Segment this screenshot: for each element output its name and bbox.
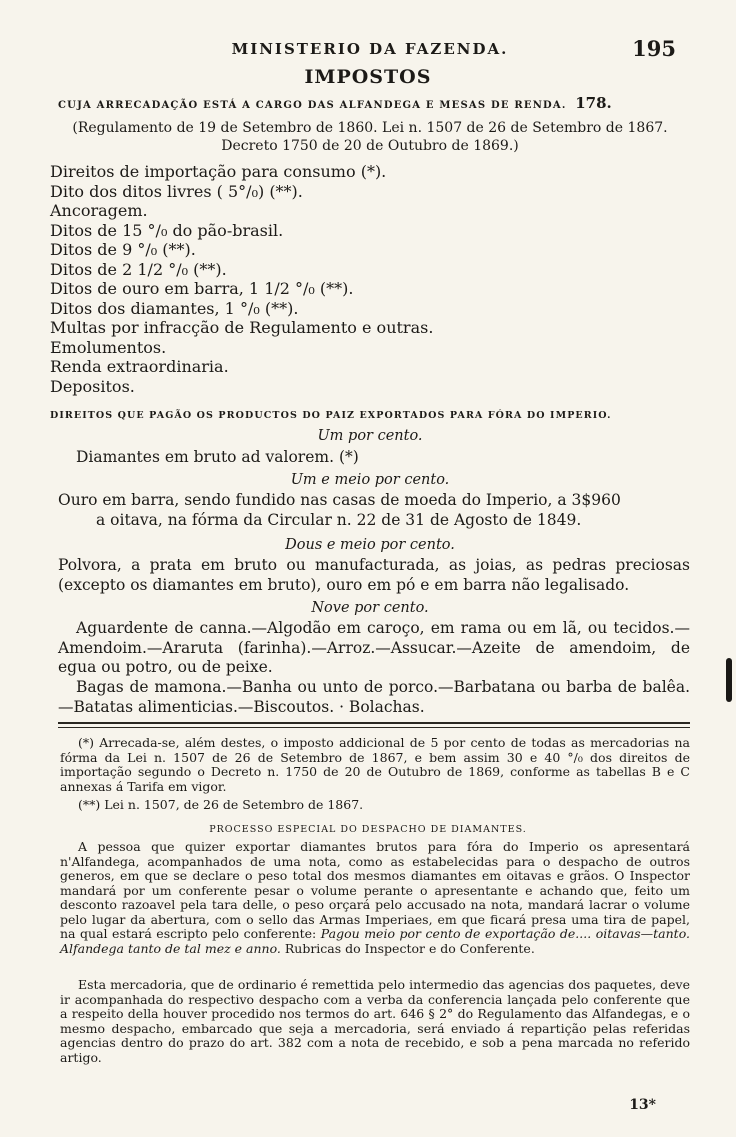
gold-line-2: a oitava, na fórma da Circular n. 22 de 31 de Agosto de 1849. (96, 510, 582, 529)
process-p1-end: Rubricas do Inspector e do Conferente. (284, 940, 535, 956)
subtitle-text: CUJA ARRECADAÇÃO ESTÁ A CARGO DAS ALFANDEGA E MESAS DE RENDA. (58, 100, 567, 111)
rate-heading-one-half-percent: Um e meio por cento. (290, 472, 450, 488)
gold-line-1: Ouro em barra, sendo fundido nas casas de moeda do Imperio, a 3$960 (58, 491, 621, 509)
section-title: IMPOSTOS (304, 66, 432, 88)
rate-heading-one-percent: Um por cento. (317, 428, 423, 444)
running-title: MINISTERIO DA FAZENDA. (231, 40, 509, 58)
exports-heading: DIREITOS QUE PAGÃO OS PRODUCTOS DO PAIZ EXPORTADOS PARA FÓRA DO IMPERIO. (50, 410, 612, 421)
process-paragraph-1 (60, 840, 690, 956)
footnote-rule (58, 722, 690, 724)
margin-mark (726, 658, 732, 702)
list-item: Multas por infracção de Regulamento e outras. (50, 318, 434, 337)
item-number: 178. (575, 94, 612, 112)
rate-heading-two-half-percent: Dous e meio por cento. (285, 537, 455, 553)
process-p1-start: A pessoa que quizer exportar diamantes brutos para fóra do Imperio os apresentará n'Alfandega, acompanhados de uma nota, como as estabelecidas para o despacho de outros generos, em que se declare o peso total dos mesmos diamantes em oitavas e grãos. O Inspector mandará por um conferente pesar o volume perante o apresentante e achando que, feito um desconto razoavel pela tara delle, o peso orçará pelo accusado na nota, mandará lacrar o volume pelo lugar da abertura, com o sello das Armas Imperiaes, em que ficará presa uma tira de papel, na qual estará escripto pelo conferente: (60, 839, 690, 941)
list-item: Renda extraordinaria. (50, 357, 229, 376)
section-subtitle (58, 94, 678, 112)
citation-line-1: (Regulamento de 19 de Setembro de 1860. Lei n. 1507 de 26 de Setembro de 1867. (72, 120, 668, 136)
signature-mark: 13* (629, 1097, 656, 1113)
exports-paragraph-aguardente: Aguardente de canna.—Algodão em caroço, em rama ou em lã, ou tecidos.—Amendoim.—Araruta (farinha).—Arroz.—Assucar.—Azeite de amendoim, de egua ou potro, ou de peixe. (58, 619, 690, 676)
list-item: Ditos de ouro em barra, 1 1/2 °/₀ (**). (50, 279, 354, 298)
footnote-1: (*) Arrecada-se, além destes, o imposto addicional de 5 por cento de todas as mercadorias na fórma da Lei n. 1507 de 26 de Setembro de 1867, e bem assim 30 e 40 °/₀ dos direitos de importação segundo o Decreto n. 1750 de 20 de Outubro de 1869, conforme as tabellas B e C annexas á Tarifa em vigor. (60, 735, 690, 794)
exports-paragraph-diamonds: Diamantes em bruto ad valorem. (*) (76, 448, 359, 466)
running-head (0, 36, 736, 66)
list-item: Emolumentos. (50, 337, 167, 357)
list-item: Ditos de 15 °/₀ do pão-brasil. (50, 220, 284, 240)
list-item: Ditos dos diamantes, 1 °/₀ (**). (50, 298, 299, 318)
footnote-2: (**) Lei n. 1507, de 26 de Setembro de 1867. (78, 797, 364, 812)
list-item: Ancoragem. (50, 201, 148, 220)
exports-paragraph-bagas: Bagas de mamona.—Banha ou unto de porco.—Barbatana ou barba de balêa.—Batatas alimenticias.—Biscoutos. · Bolachas. (58, 678, 690, 716)
page-number: 195 (632, 36, 676, 61)
footnote-rule-thin (58, 727, 690, 728)
list-item: Ditos de 9 °/₀ (**). (50, 240, 196, 259)
citation-line-2: Decreto 1750 de 20 de Outubro de 1869.) (221, 138, 519, 154)
list-item: Ditos de 2 1/2 °/₀ (**). (50, 259, 227, 279)
list-item: Direitos de importação para consumo (*). (50, 162, 387, 181)
exports-paragraph-powder: Polvora, a prata em bruto ou manufacturada, as joias, as pedras preciosas (excepto os diamantes em bruto), ouro em pó e em barra não legalisado. (58, 556, 690, 594)
import-duties-list (50, 162, 690, 396)
process-paragraph-2: Esta mercadoria, que de ordinario é remettida pelo intermedio das agencias dos paquetes, deve ir acompanhada do respectivo despacho com a verba da conferencia lançada pelo conferente que a respeito della houver procedido nos termos do art. 646 § 2° do Regulamento das Alfandegas, e o mesmo despacho, embarcado que seja a mercadoria, será enviado á repartição pelas referidas agencias dentro do prazo do art. 382 com a nota de recebido, e sob a pena marcada no referido artigo. (60, 977, 690, 1065)
exports-paragraph-gold (58, 491, 690, 530)
list-item: Depositos. (50, 376, 135, 396)
process-title: PROCESSO ESPECIAL DO DESPACHO DE DIAMANTES. (209, 824, 527, 835)
list-item: Dito dos ditos livres ( 5°/₀) (**). (50, 181, 303, 201)
process-p1-italic: Pagou meio por cento de exportação de.... oitavas—tanto. Alfandega tanto de tal mez e anno. (60, 926, 690, 956)
rate-heading-nine-percent: Nove por cento. (311, 600, 429, 616)
